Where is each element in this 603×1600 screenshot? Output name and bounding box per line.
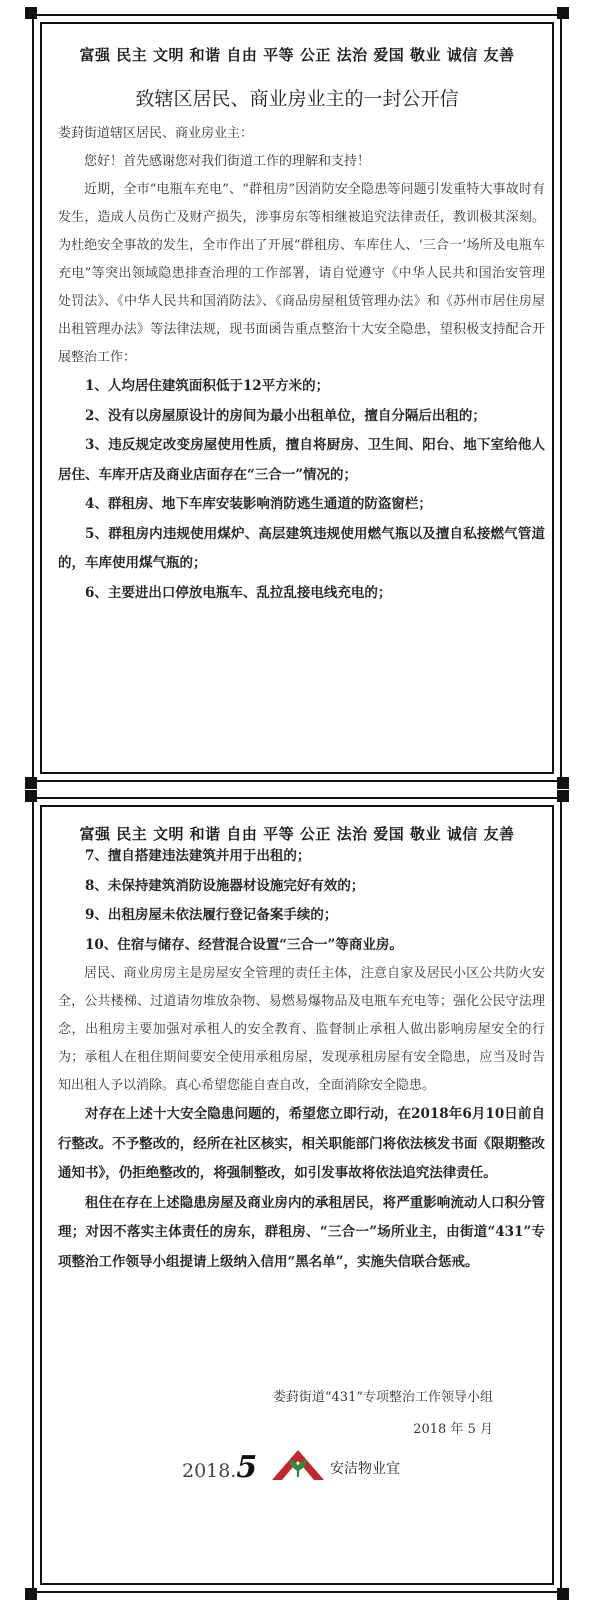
hazard-item: 7、擅自搭建违法建筑并用于出租的； [85,848,311,864]
corner-mark [557,1588,569,1600]
corner-mark [557,790,569,802]
corner-mark [557,7,569,19]
footer-date-prefix: 2018. [182,1460,237,1482]
page-2-body [58,842,545,1277]
corner-mark [25,1588,37,1600]
corner-mark [25,790,37,802]
hazard-item: 5、群租房内违规使用煤炉、高层建筑违规使用燃气瓶以及擅自私接燃气管道的，车库使用煤气瓶的； [58,525,545,571]
core-values-motto: 富强 民主 文明 和谐 自由 平等 公正 法治 爱国 敬业 诚信 友善 [79,825,515,843]
intro-paragraph: 近期，全市“电瓶车充电”、“群租房”因消防安全隐患等问题引发重特大事故时有发生，造成人员伤亡及财产损失，涉事房东等相继被追究法律责任，教训极其深刻。为杜绝安全事故的发生，全市作出了开展“群租房、车库住人、‘三合一’场所及电瓶车充电”等突出领域隐患排查治理的工作部署，请自觉遵守《中华人民共和国治安管理处罚法》、《中华人民共和国消防法》、《商品房屋租赁管理办法》和《苏州市居住房屋出租管理办法》等法律法规，现书面函告重点整治十大安全隐患，望积极支持配合开展整治工作： [58,182,545,365]
hazard-item: 4、群租房、地下车库安装影响消防逃生通道的防盗窗栏； [85,496,432,512]
hazard-item: 8、未保持建筑消防设施器材设施完好有效的； [85,877,365,894]
footer-date [182,1450,257,1485]
letter-title: 致辖区居民、商业房业主的一封公开信 [135,88,459,110]
hazard-item: 3、违反规定改变房屋使用性质，擅自将厨房、卫生间、阳台、地下室给他人居住、车库开店及商业店面存在“三合一”情况的； [58,437,545,483]
hazard-item: 10、住宿与储存、经营混合设置“三合一”等商业房。 [85,936,403,953]
penalty-paragraph: 租住在存在上述隐患房屋及商业房内的承租居民，将严重影响流动人口积分管理；对因不落实主体责任的房东，群租房、“三合一”场所业主，由街道“431”专项整治工作领导小组提请上级纳入信用“黑名单”，实施失信联合惩戒。 [58,1194,545,1270]
responsibility-paragraph: 居民、商业房房主是房屋安全管理的责任主体，注意自家及居民小区公共防火安全，公共楼梯、过道请勿堆放杂物、易燃易爆物品及电瓶车充电等；强化公民守法理念，出租房主要加强对承租人的安全教育、监督制止承租人做出影响房屋安全的行为；承租人在租住期间要安全使用承租房屋，发现承租房屋有安全隐患，应当及时告知出租人予以消除。真心希望您能自查自改，全面消除安全隐患。 [58,966,545,1093]
footer-date-big: 5 [236,1450,258,1485]
corner-mark [557,777,569,789]
signer: 娄葑街道“431”专项整治工作领导小组 [272,1390,493,1405]
greeting: 您好！首先感谢您对我们街道工作的理解和支持！ [84,154,371,169]
core-values-motto: 富强 民主 文明 和谐 自由 平等 公正 法治 爱国 敬业 诚信 友善 [79,46,515,64]
hazard-item: 6、主要进出口停放电瓶车、乱拉乱接电线充电的； [85,584,392,601]
deadline-paragraph: 对存在上述十大安全隐患问题的，希望您立即行动，在2018年6月10日前自行整改。不予整改的，经所在社区核实，相关职能部门将依法核发书面《限期整改通知书》，仍拒绝整改的，将强制整改，如引发事故将依法追究法律责任。 [58,1106,545,1181]
corner-mark [25,777,37,789]
logo-leaf-shape [291,1461,305,1477]
anjie-logo-icon [270,1446,326,1482]
sign-date: 2018 年 5 月 [413,1422,493,1437]
hazard-item: 2、没有以房屋原设计的房间为最小出租单位，擅自分隔后出租的； [85,407,486,424]
hazard-item: 1、人均居住建筑面积低于12平方米的； [85,378,330,394]
salutation: 娄葑街道辖区居民、商业房业主： [58,126,254,141]
hazard-item: 9、出租房屋未依法履行登记备案手续的； [85,907,338,923]
page-1-body [58,120,545,608]
corner-mark [25,7,37,19]
company-name: 安洁物业宜 [330,1461,400,1477]
